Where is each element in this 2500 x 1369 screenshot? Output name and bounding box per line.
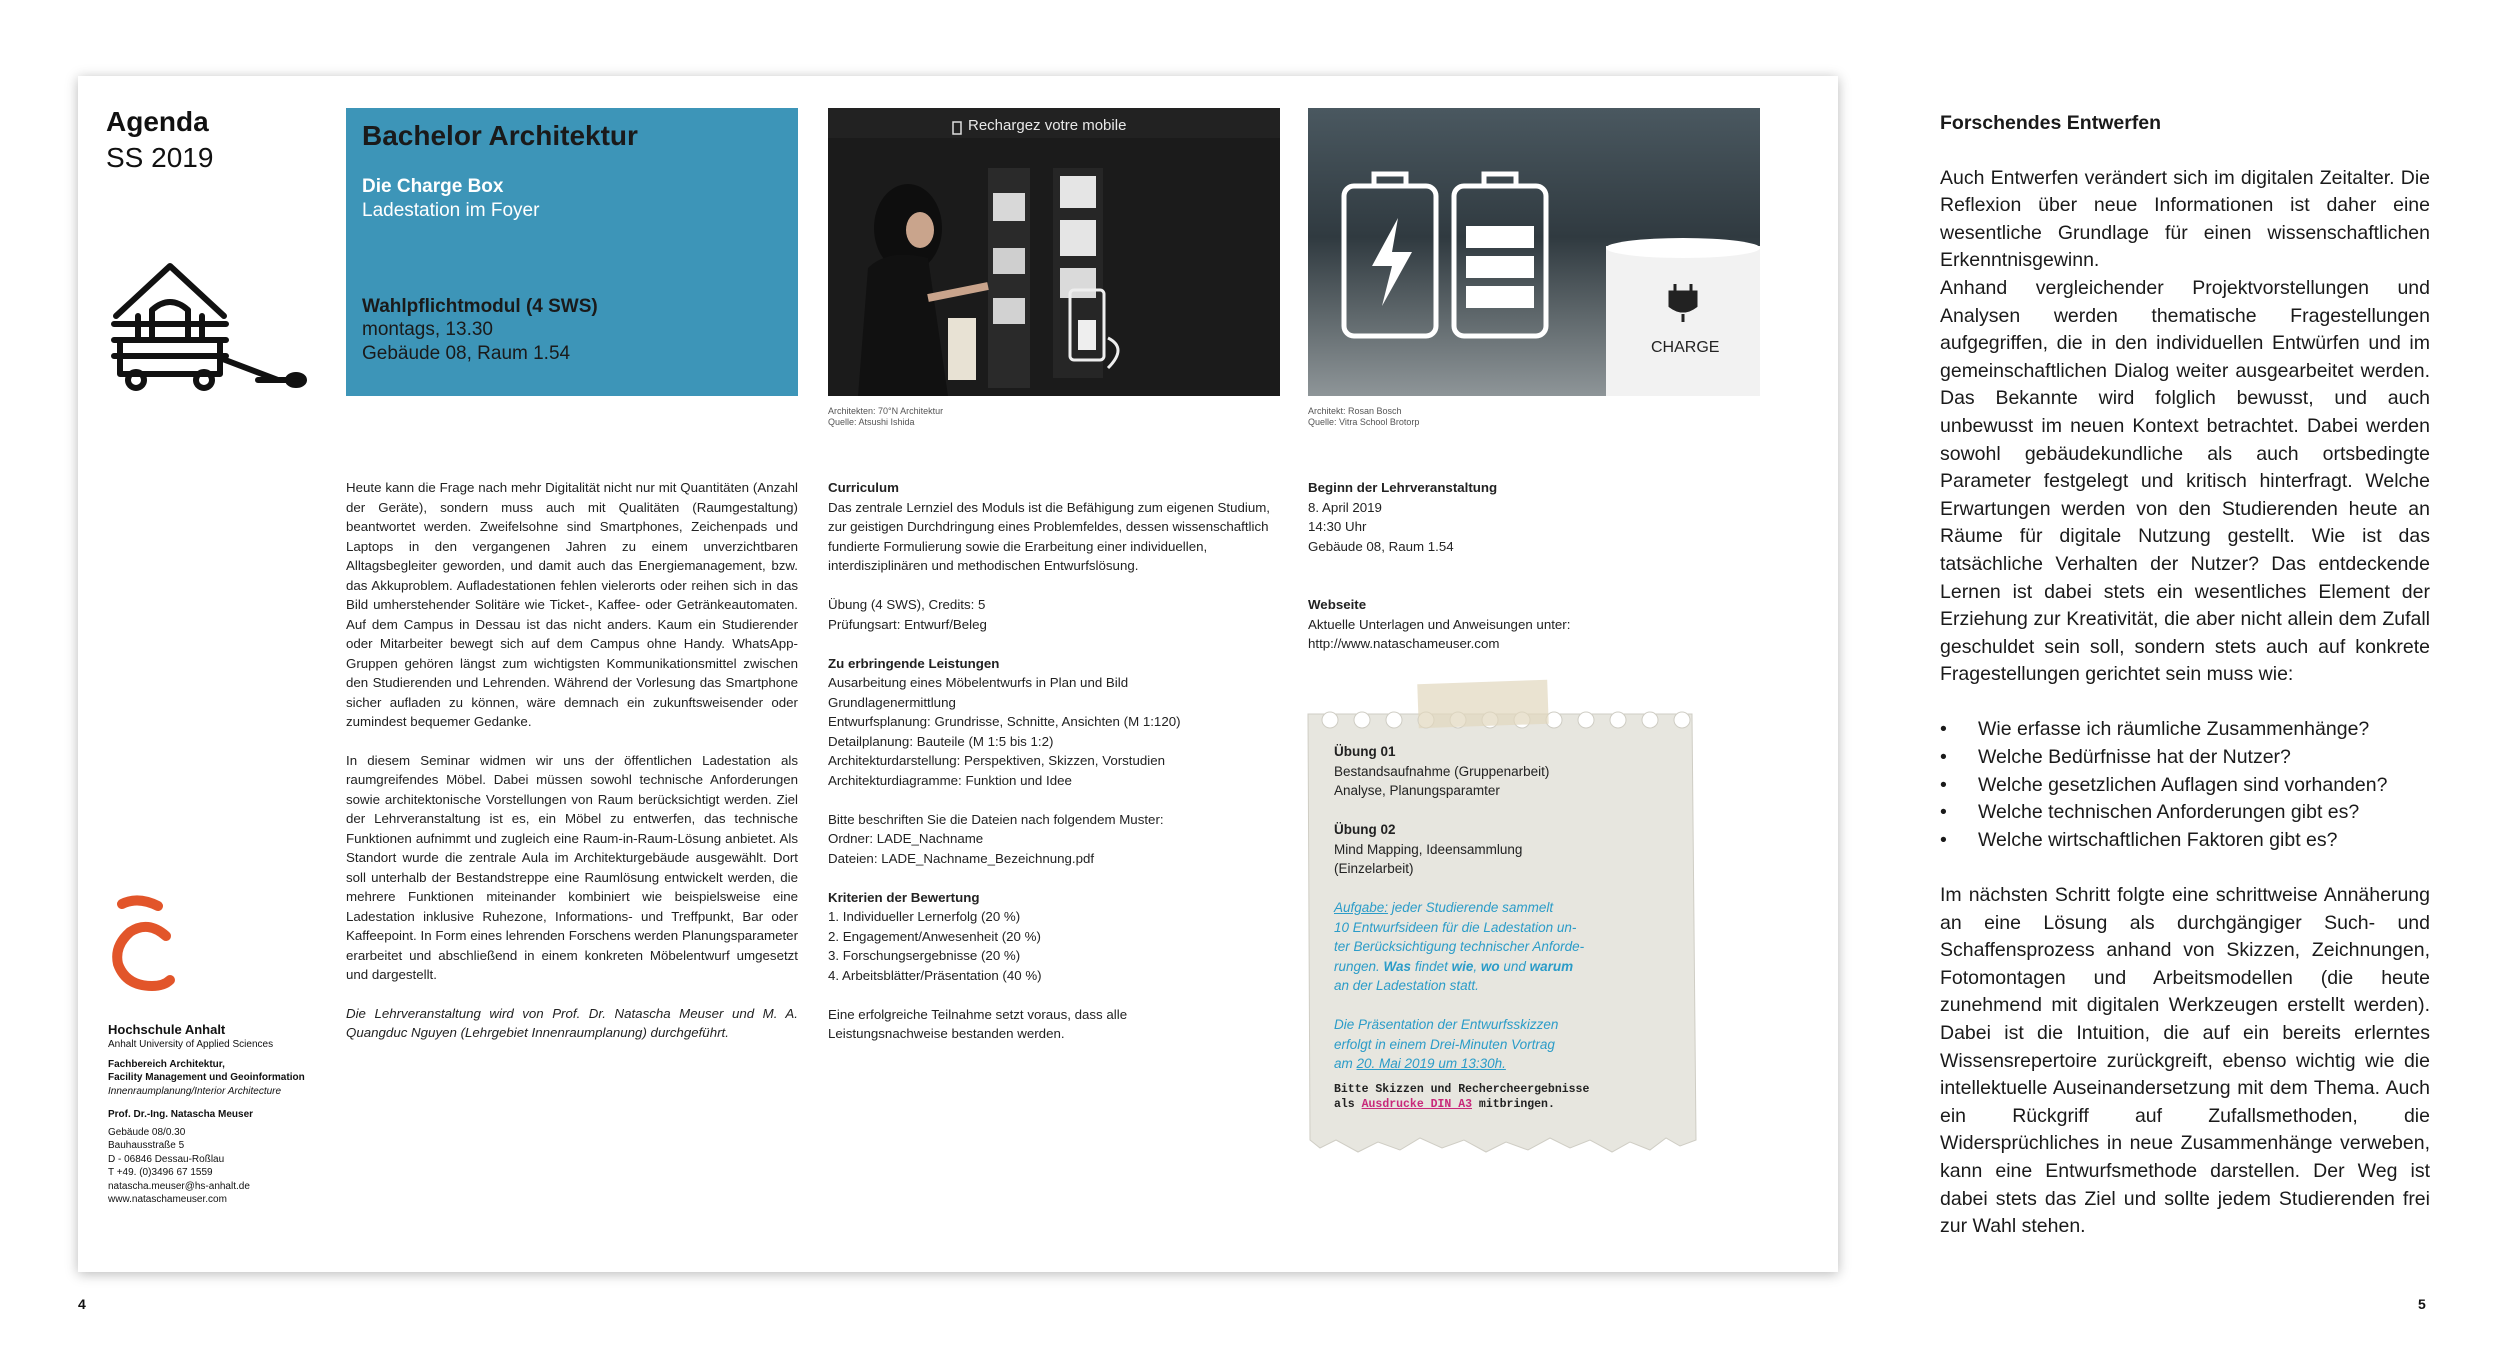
agenda-poster (78, 76, 1838, 1272)
task-wie: wie (1451, 958, 1474, 974)
exercise-note-text (1334, 742, 1674, 1112)
photo1-caption (828, 406, 943, 428)
website-link[interactable]: http://www.nataschameuser.com (1308, 636, 1500, 651)
task-warum: warum (1529, 958, 1574, 974)
deliverable-item: Detailplanung: Bauteile (M 1:5 bis 1:2) (828, 733, 1054, 749)
course-title: Bachelor Architektur (362, 120, 638, 151)
right-paragraph-1: Auch Entwerfen verändert sich im digitalen Zeitalter. Die Reflexion über neue Informationen ist daher eine wesentliche Grundlage für einen wissenschaftlichen Erkenntnisgewinn. (1940, 166, 2430, 272)
website-heading: Webseite (1308, 597, 1367, 612)
page-number-left: 4 (78, 1296, 86, 1312)
criteria-heading: Kriterien der Bewertung (828, 889, 980, 905)
department-line-2: Facility Management und Geoinformation (108, 1072, 305, 1083)
module-label: Wahlpflichtmodul (4 SWS) (362, 296, 598, 317)
task-line-4b: findet (1411, 958, 1452, 974)
charging-station-photo (828, 108, 1280, 396)
website-address[interactable]: www.nataschameuser.com (108, 1194, 227, 1205)
typewriter-line-1: Bitte Skizzen und Rechercheergebnisse (1334, 1082, 1590, 1096)
question-item: • Wie erfasse ich räumliche Zusammenhänge? (1940, 716, 2430, 744)
question-item: • Welche gesetzlichen Auflagen sind vorhanden? (1940, 772, 2430, 800)
start-date: 8. April 2019 (1308, 499, 1382, 515)
project-subtitle: Ladestation im Foyer (362, 200, 540, 221)
question-item: • Welche wirtschaftlichen Faktoren gibt es? (1940, 827, 2430, 855)
folder-naming-text: Ordner: LADE_Nachname (828, 831, 984, 846)
task-label: Aufgabe: (1334, 900, 1389, 915)
presentation-line-3a: am (1334, 1056, 1357, 1071)
email-address[interactable]: natascha.meuser@hs-anhalt.de (108, 1180, 250, 1192)
professor-name: Prof. Dr.-Ing. Natascha Meuser (108, 1109, 254, 1120)
section-heading: Forschendes Entwerfen (1940, 112, 2162, 134)
hochschule-anhalt-logo-icon (108, 894, 178, 994)
question-item: • Welche technischen Anforderungen gibt es? (1940, 799, 2430, 827)
agenda-heading (106, 104, 213, 176)
address-line: D - 06846 Dessau-Roßlau (108, 1153, 225, 1165)
task-line-2: 10 Entwurfsideen für die Ladestation un- (1334, 919, 1577, 935)
charging-station-illustration (828, 108, 1280, 396)
exercise-1-title: Übung 01 (1334, 744, 1396, 759)
tape-strip (1417, 680, 1548, 729)
typewriter-note (1334, 1082, 1674, 1112)
typewriter-highlight: Ausdrucke DIN A3 (1361, 1097, 1473, 1111)
agenda-semester: SS 2019 (106, 142, 214, 173)
exercise-2-line-2: (Einzelarbeit) (1334, 861, 1414, 876)
task-line-4c: , (1473, 958, 1481, 974)
photo2-caption-architect: Architekt: Rosan Bosch (1308, 406, 1402, 416)
presentation-date: 20. Mai 2019 um 13:30h. (1356, 1056, 1506, 1071)
task-line-4d: und (1499, 958, 1530, 974)
exercise-2-title: Übung 02 (1334, 822, 1396, 837)
course-room: Gebäude 08, Raum 1.54 (362, 343, 571, 364)
intro-column (346, 478, 798, 1062)
exercise-note (1300, 690, 1702, 1160)
credits-text: Übung (4 SWS), Credits: 5 (828, 597, 986, 612)
page-number-right: 5 (2418, 1296, 2426, 1312)
deliverable-item: Architekturdiagramme: Funktion und Idee (828, 772, 1072, 788)
presentation-line-1: Die Präsentation der Entwurfsskizzen (1334, 1017, 1559, 1032)
agenda-title: Agenda (106, 106, 209, 137)
criteria-item: 1. Individueller Lernerfolg (20 %) (828, 909, 1021, 924)
photo2-caption-source: Quelle: Vitra School Brotorp (1308, 417, 1420, 427)
task-line-3: ter Berücksichtigung technischer Anforde- (1334, 939, 1585, 954)
typewriter-line-2c: mitbringen. (1472, 1097, 1555, 1111)
deliverable-item: Entwurfsplanung: Grundrisse, Schnitte, Ansichten (M 1:120) (828, 714, 1181, 729)
exam-type-text: Prüfungsart: Entwurf/Beleg (828, 616, 987, 632)
task-wo: wo (1480, 958, 1500, 974)
presentation-line-2: erfolgt in einem Drei-Minuten Vortrag (1334, 1036, 1555, 1052)
start-time: 14:30 Uhr (1308, 519, 1367, 534)
intro-paragraph-3: Die Lehrveranstaltung wird von Prof. Dr. Natascha Meuser und M. A. Quangduc Nguyen (Lehrgebiet Innenraumplanung) durchgeführt. (346, 1005, 798, 1040)
file-naming-pattern: Dateien: LADE_Nachname_Bezeichnung.pdf (828, 850, 1095, 866)
university-name: Hochschule Anhalt (108, 1022, 226, 1037)
task-line-1: jeder Studierende sammelt (1388, 900, 1554, 915)
photo1-caption-architects: Architekten: 70°N Architektur (828, 406, 944, 416)
course-info-box (346, 108, 798, 396)
charge-label: CHARGE (1651, 339, 1720, 356)
right-page-text (1940, 110, 2430, 1268)
deliverable-item: Grundlagenermittlung (828, 694, 956, 710)
address-line: Gebäude 08/0.30 (108, 1126, 186, 1138)
battery-illustration (1308, 108, 1760, 396)
question-list (1940, 716, 2430, 854)
task-line-4a: rungen. (1334, 958, 1384, 974)
university-name-en: Anhalt University of Applied Sciences (108, 1039, 274, 1050)
task-text (1334, 898, 1674, 1074)
task-line-5: an der Ladestation statt. (1334, 978, 1479, 993)
criteria-item: 2. Engagement/Anwesenheit (20 %) (828, 928, 1041, 944)
deliverable-item: Architekturdarstellung: Perspektiven, Skizzen, Vorstudien (828, 753, 1166, 768)
curriculum-column (828, 478, 1288, 1044)
typewriter-line-2a: als (1334, 1097, 1362, 1111)
criteria-item: 3. Forschungsergebnisse (20 %) (828, 948, 1021, 963)
address-line: Bauhausstraße 5 (108, 1140, 185, 1151)
intro-paragraph-1: Heute kann die Frage nach mehr Digitalität nicht nur mit Quantitäten (Anzahl der Geräte), sondern muss auch mit Qualitäten (Raumgestaltung) beantwortet werden. Zweifelsohne sind Smartphones, Zeichenpads und Laptops in den vergangenen Jahren zu einem unverzichtbaren Alltagsbegleiter geworden, und damit auch das Energiemanagement, bzw. das Akkuproblem. Aufladestationen fehlen vielerorts oder reihen sich in das Bild umherstehender Solitäre wie Ticket-, Kaffee- oder Getränkeautomaten. Auf dem Campus in Dessau ist das nicht anders. Kaum ein Studierender oder Mitarbeiter bewegt sich auf dem Campus ohne Handy. WhatsApp-Gruppen gehören längst zum wichtigsten Kommunikationsmittel zwischen den Studierenden und Lehrenden. Während der Vorlesung das Smartphone sicher aufladen zu können, wäre demnach ein zukunftsweisender oder zumindest bequemer Gedanke. (346, 480, 798, 729)
question-item: • Welche Bedürfnisse hat der Nutzer? (1940, 744, 2430, 772)
curriculum-heading: Curriculum (828, 480, 899, 495)
start-room: Gebäude 08, Raum 1.54 (1308, 538, 1454, 554)
photo-sign-text: Rechargez votre mobile (968, 117, 1127, 134)
right-paragraph-3: Im nächsten Schritt folgte eine schrittweise Annäherung an eine Lösung als durchgängiger Such- und Schaffensprozess anhand von Skizzen, Zeichnungen, Fotomontagen und Arbeitsmodellen (die heute zunehmend mit digitalen Werkzeugen erstellt werden). Dabei ist die Intuition, die auf ein bereits erlerntes Wissensrepertoire zurückgreift, ebenso wichtig wie die intellektuelle Auseinandersetzung mit dem Thema. Auch ein Rückgriff auf Zufallsmethoden, die Widersprüchliches in neue Zusammenhänge verweben, kann eine Entwurfsmethode darstellen. Der Weg ist dabei stets das Ziel und sollte jedem Studierenden frei zur Wahl stehen. (1940, 884, 2430, 1238)
photo1-caption-source: Quelle: Atsushi Ishida (828, 417, 915, 427)
deliverable-item: Ausarbeitung eines Möbelentwurfs in Plan und Bild (828, 675, 1129, 690)
phone-number: T +49. (0)3496 67 1559 (108, 1167, 213, 1178)
charge-house-icon (108, 254, 308, 394)
course-time: montags, 13.30 (362, 319, 493, 340)
schedule-column (1308, 478, 1768, 654)
charge-pillar-photo (1308, 108, 1760, 396)
task-was: Was (1383, 958, 1412, 974)
exercise-2-line-1: Mind Mapping, Ideensammlung (1334, 841, 1523, 857)
criteria-item: 4. Arbeitsblätter/Präsentation (40 %) (828, 967, 1042, 983)
project-title: Die Charge Box (362, 176, 504, 197)
intro-paragraph-2: In diesem Seminar widmen wir uns der öffentlichen Ladestation als raumgreifendes Möbel. Dabei müssen sowohl technische Anforderungen sowie architektonische Vorstellungen von Raum berücksichtigt werden. Ziel der Lehrveranstaltung ist es, ein Möbel zu entwerfen, das technische Funktionen aufnimmt und zugleich eine Raum-in-Raum-Lösung anbietet. Als Standort wurde die zentrale Aula im Architekturgebäude ausgewählt. Dort soll unterhalb der Bestandstreppe eine Raumlösung entwickelt werden, die mehrere Funktionen miteinander kombiniert wie beispielsweise eine Ladestation inklusive Ruhezone, Informations- und Treffpunkt, Bar oder Kaffeepoint. In Form eines lehrenden Forschens werden Planungsparameter erarbeitet und abschließend in einem konkreten Möbelentwurf umgesetzt und dargestellt. (346, 752, 798, 982)
start-heading: Beginn der Lehrveranstaltung (1308, 480, 1498, 495)
right-paragraph-2: Anhand vergleichender Projektvorstellungen und Analysen werden thematische Fragestellungen aufgegriffen, die in den individuellen Entwürfen und im gemeinschaftlichen Dialog weiter ausgearbeitet werden. Das Bekannte wird folglich bewusst, und auch unbewusst im neuen Kontext betrachtet. Dabei werden sowohl gebäudekundliche als auch ortsbedingte Parameter festgelegt und kritisch hinterfragt. Welche Erwartungen werden von den Studierenden heute an Räume für digitale Nutzung gestellt. Wie ist das tatsächliche Verhalten der Nutzer? Das entdeckende Lernen ist dabei stets ein wesentliches Element der Erziehung zur Kreativität, die aber nicht allein dem Zufall geschuldet sein soll, sondern stets auch auf konkrete Fragestellungen gerichtet sein muss wie: (1940, 276, 2430, 686)
exercise-1-line-1: Bestandsaufnahme (Gruppenarbeit) (1334, 763, 1550, 779)
photo2-caption (1308, 406, 1419, 428)
pass-condition-text-2: Leistungsnachweise bestanden werden. (828, 1026, 1065, 1041)
pass-condition-text: Eine erfolgreiche Teilnahme setzt voraus, dass alle (828, 1006, 1128, 1022)
deliverables-heading: Zu erbringende Leistungen (828, 655, 1000, 671)
department-line-1: Fachbereich Architektur, (108, 1058, 225, 1070)
university-block (108, 1022, 338, 1207)
curriculum-text: Das zentrale Lernziel des Moduls ist die Befähigung zum eigenen Studium, zur geistigen Durchdringung eines Problemfeldes, dessen wissenschaftlich fundierte Formulierung sowie die Erarbeitung einer individuellen, interdisziplinären und methodischen Entwurfslösung. (828, 499, 1271, 573)
exercise-1-line-2: Analyse, Planungsparamter (1334, 783, 1500, 798)
website-text: Aktuelle Unterlagen und Anweisungen unter: (1308, 616, 1571, 632)
department-line-3: Innenraumplanung/Interior Architecture (108, 1085, 282, 1097)
file-naming-text: Bitte beschriften Sie die Dateien nach folgendem Muster: (828, 811, 1164, 827)
